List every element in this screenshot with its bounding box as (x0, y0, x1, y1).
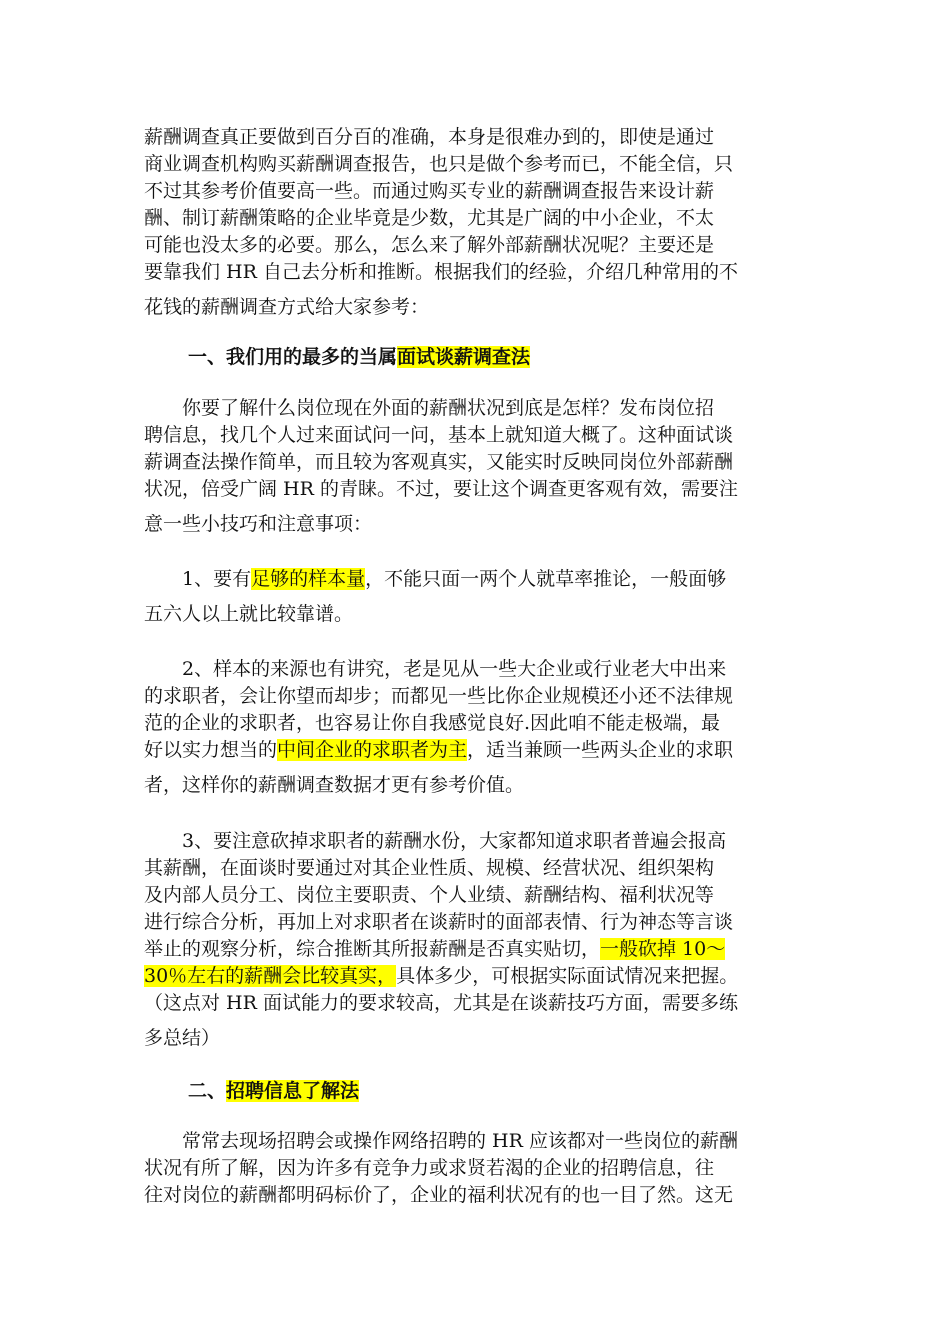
heading-prefix: 一、我们用的最多的当属 (188, 346, 398, 368)
text-line: 你要了解什么岗位现在外面的薪酬状况到底是怎样？发布岗位招 (144, 397, 715, 419)
heading-prefix: 二、 (188, 1080, 227, 1102)
text-line: 聘信息，找几个人过来面试问一问，基本上就知道大概了。这种面试谈 (144, 424, 734, 446)
tip-1-suffix: ，不能只面一两个人就草率推论，一般面够 (365, 568, 727, 590)
text-line: 往对岗位的薪酬都明码标价了，企业的福利状况有的也一目了然。这无 (144, 1184, 734, 1206)
tip-3-highlight-start: 一般砍掉 10～ (600, 938, 726, 960)
text-line: 要靠我们 HR 自己去分析和推断。根据我们的经验，介绍几种常用的不 (144, 261, 738, 283)
text-line: （这点对 HR 面试能力的要求较高，尤其是在谈薪技巧方面，需要多练 (144, 992, 738, 1014)
text-line: 可能也没太多的必要。那么，怎么来了解外部薪酬状况呢？主要还是 (144, 234, 715, 256)
text-line: 状况，倍受广阔 HR 的青睐。不过，要让这个调查更客观有效，需要注 (144, 478, 738, 500)
tip-3-highlight-end: 30％左右的薪酬会比较真实， (144, 965, 397, 987)
heading-highlight: 招聘信息了解法 (226, 1080, 360, 1102)
text-line: 其薪酬，在面谈时要通过对其企业性质、规模、经营状况、组织架构 (144, 857, 715, 879)
tip-1-prefix: 1、要有 (144, 568, 252, 590)
text-line: 者，这样你的薪酬调查数据才更有参考价值。 (144, 774, 525, 796)
tip-2-paragraph (144, 656, 806, 799)
tip-3-line5-prefix: 举止的观察分析，综合推断其所报薪酬是否真实贴切， (144, 938, 601, 960)
tip-2-line4-prefix: 好以实力想当的 (144, 739, 278, 761)
text-line: 范的企业的求职者，也容易让你自我感觉良好.因此咱不能走极端，最 (144, 712, 721, 734)
text-line: 2、样本的来源也有讲究，老是见从一些大企业或行业老大中出来 (144, 658, 727, 680)
text-line: 意一些小技巧和注意事项： (144, 513, 373, 535)
section-2-paragraph (144, 1128, 806, 1209)
tip-1-paragraph (144, 566, 806, 628)
tip-2-line4-suffix: ，适当兼顾一些两头企业的求职 (467, 739, 734, 761)
text-line: 常常去现场招聘会或操作网络招聘的 HR 应该都对一些岗位的薪酬 (144, 1130, 738, 1152)
tip-2-highlight: 中间企业的求职者为主 (277, 739, 468, 761)
tip-3-paragraph (144, 828, 806, 1052)
section-2-heading (188, 1078, 850, 1105)
tip-3-line6-suffix: 具体多少，可根据实际面试情况来把握。 (396, 965, 739, 987)
text-line: 状况有所了解，因为许多有竞争力或求贤若渴的企业的招聘信息，往 (144, 1157, 715, 1179)
intro-paragraph (144, 124, 806, 321)
text-line: 多总结） (144, 1027, 221, 1049)
text-line: 商业调查机构购买薪酬调查报告，也只是做个参考而已，不能全信，只 (144, 153, 734, 175)
text-line: 及内部人员分工、岗位主要职责、个人业绩、薪酬结构、福利状况等 (144, 884, 715, 906)
text-line: 花钱的薪酬调查方式给大家参考： (144, 296, 430, 318)
text-line: 酬、制订薪酬策略的企业毕竟是少数，尤其是广阔的中小企业，不太 (144, 207, 715, 229)
section-1-heading (188, 344, 850, 371)
text-line: 3、要注意砍掉求职者的薪酬水份，大家都知道求职者普遍会报高 (144, 830, 727, 852)
text-line: 进行综合分析，再加上对求职者在谈薪时的面部表情、行为神态等言谈 (144, 911, 734, 933)
text-line: 薪酬调查真正要做到百分百的准确，本身是很难办到的，即使是通过 (144, 126, 715, 148)
text-line: 的求职者，会让你望而却步；而都见一些比你企业规模还小还不法律规 (144, 685, 734, 707)
heading-highlight: 面试谈薪调查法 (397, 346, 531, 368)
tip-1-highlight: 足够的样本量 (251, 568, 366, 590)
text-line: 薪调查法操作简单，而且较为客观真实，又能实时反映同岗位外部薪酬 (144, 451, 734, 473)
section-1-intro (144, 395, 806, 538)
text-line: 不过其参考价值要高一些。而通过购买专业的薪酬调查报告来设计薪 (144, 180, 715, 202)
text-line: 五六人以上就比较靠谱。 (144, 603, 354, 625)
